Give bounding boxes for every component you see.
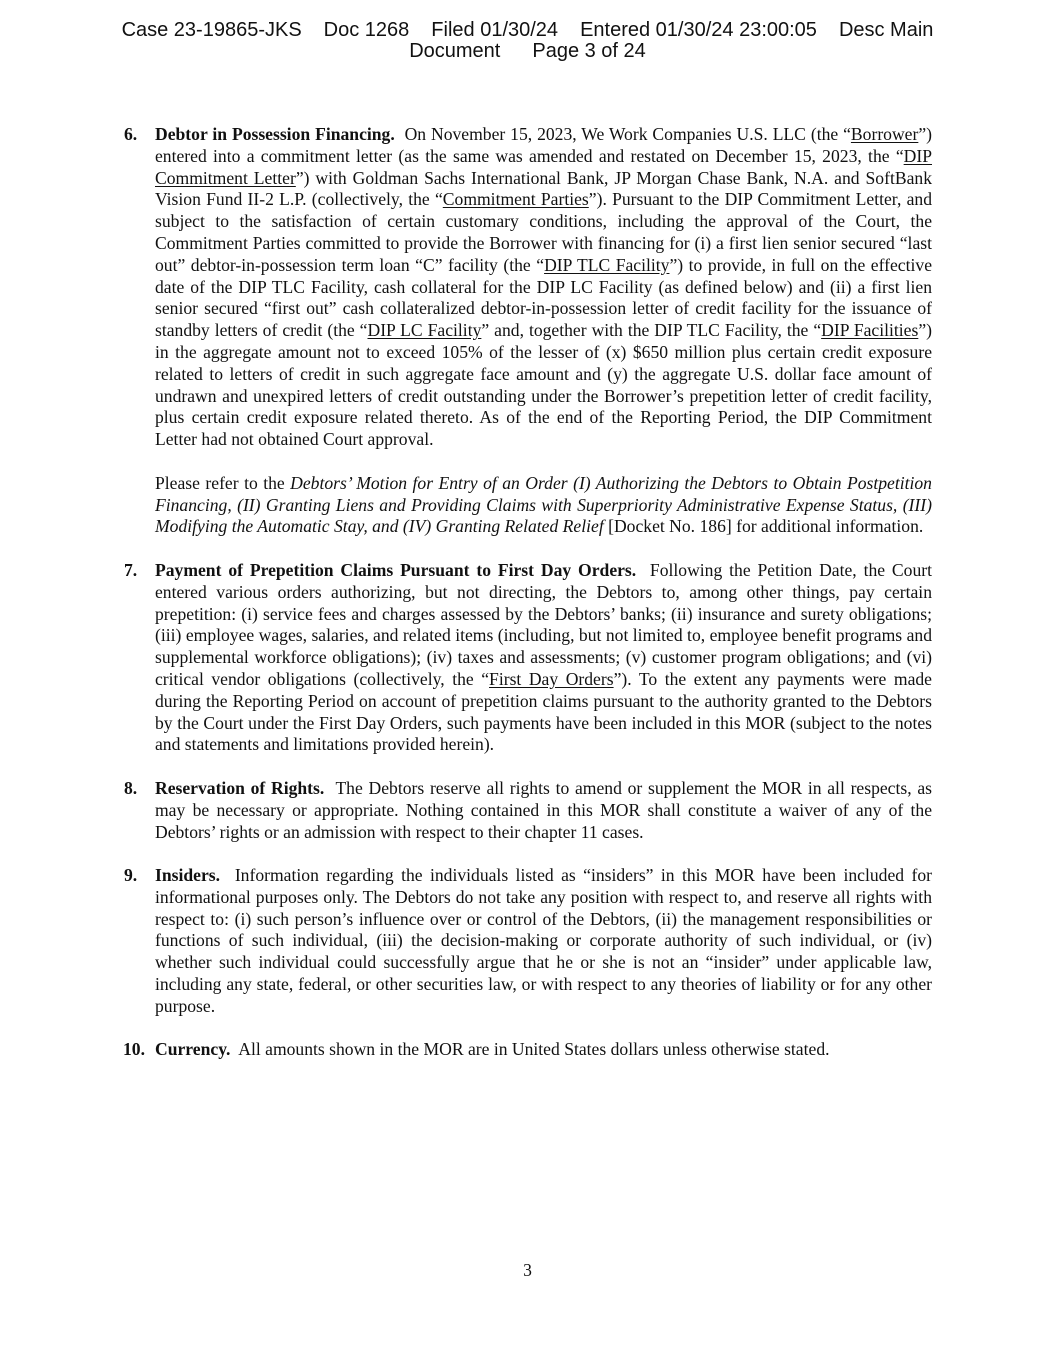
case-number: Case 23-19865-JKS	[121, 19, 302, 41]
section-7	[124, 560, 932, 756]
section-number: 10.	[123, 1039, 145, 1060]
section-heading: Payment of Prepetition Claims Pursuant to First Day Orders.	[155, 559, 637, 580]
section-heading: Debtor in Possession Financing.	[155, 124, 395, 144]
motion-title: Debtors’ Motion for Entry of an Order (I) Authorizing the Debtors to Obtain Postpetition Financing, (II) Granting Liens and Providing Claims with Superpriority Administrative Expense Status, (III) Modifying the Automatic Stay, and (IV) Granting Related Relief	[155, 472, 932, 537]
filed-date: Filed 01/30/24	[431, 19, 559, 41]
document-label: Document	[409, 40, 501, 62]
desc-label: Desc Main	[838, 19, 934, 41]
defined-term-borrower: Borrower	[850, 124, 919, 144]
section-heading: Currency.	[155, 1039, 231, 1060]
defined-term-first-day-orders: First Day Orders	[489, 668, 614, 689]
section-6	[124, 124, 932, 538]
page-number: 3	[523, 1260, 532, 1280]
section-8	[124, 778, 932, 843]
section-number: 6.	[124, 124, 138, 144]
section-paragraph: Payment of Prepetition Claims Pursuant to First Day Orders. Following the Petition Date, the Court entered various orders authorizing, but not directing, the Debtors to, among other things, pay certain prepetition: (i) service fees and charges assessed by the Debtors’ banks; (ii) insurance and surety obligations; (iii) employee wages, salaries, and related items (including, but not limited to, employee benefit programs and supplemental workforce obligations); (iv) taxes and assessments; (v) customer program obligations; and (vi) critical vendor obligations (collectively, the “First Day Orders”). To the extent any payments were made during the Reporting Period on account of prepetition claims pursuant to the authority granted to the Debtors by the Court under the First Day Orders, such payments have been included in this MOR (subject to the notes and statements and limitations provided herein).	[155, 559, 933, 755]
entered-date: Entered 01/30/24 23:00:05	[580, 19, 817, 41]
defined-term-commitment-parties: Commitment Parties	[442, 189, 589, 210]
section-paragraph: Currency. All amounts shown in the MOR are in United States dollars unless otherwise stated.	[155, 1039, 830, 1060]
doc-number: Doc 1268	[323, 19, 410, 41]
section-paragraph: Debtor in Possession Financing. On November 15, 2023, We Work Companies U.S. LLC (the “Borrower”) entered into a commitment letter (as the same was amended and restated on December 15, 2023, the “DIP Commitment Letter”) with Goldman Sachs International Bank, JP Morgan Chase Bank, N.A. and SoftBank Vision Fund II-2 L.P. (collectively, the “Commitment Parties”). Pursuant to the DIP Commitment Letter, and subject to the satisfaction of certain customary conditions, including the approval of the Court, the Commitment Parties committed to provide the Borrower with financing for (i) a first lien senior secured “last out” debtor-in-possession term loan “C” facility (the “DIP TLC Facility”) to provide, in full on the effective date of the DIP TLC Facility, cash collateral for the DIP LC Facility (as defined below) and (ii) a first lien senior secured “first out” cash collateralized debtor-in-possession letter of credit facility for the issuance of standby letters of credit (the “DIP LC Facility” and, together with the DIP TLC Facility, the “DIP Facilities”) in the aggregate amount not to exceed 105% of the lesser of (x) $650 million plus certain credit exposure related to letters of credit in such aggregate face amount and (y) the aggregate U.S. dollar face amount of undrawn and unexpired letters of credit outstanding under the Borrower’s prepetition letter of credit facility, plus certain credit exposure related thereto. As of the end of the Reporting Period, the DIP Commitment Letter had not obtained Court approval.	[155, 124, 933, 450]
defined-term-dip-facilities: DIP Facilities	[821, 320, 919, 341]
filing-header	[0, 20, 1055, 62]
section-10	[124, 1039, 932, 1061]
section-number: 7.	[124, 559, 138, 580]
section-heading: Insiders.	[155, 865, 221, 886]
defined-term-dip-tlc-facility: DIP TLC Facility	[544, 254, 670, 275]
section-number: 9.	[124, 865, 138, 886]
section-paragraph: Insiders. Information regarding the individuals listed as “insiders” in this MOR have been included for informational purposes only. The Debtors do not take any position with respect to, and reserve all rights with respect to: (i) such person’s influence over or control of the Debtors, (ii) the management responsibilities or functions of such individual, (iii) the decision-making or corporate authority of such individual, or (iv) whether such individual could successfully argue that he or she is not an “insider” under applicable law, including any state, federal, or other securities law, or with respect to any theories of liability or for any other purpose.	[155, 865, 932, 1016]
section-paragraph: Reservation of Rights. The Debtors reserve all rights to amend or supplement the MOR in all respects, as may be necessary or appropriate. Nothing contained in this MOR shall constitute a waiver of any of the Debtors’ rights or an admission with respect to their chapter 11 cases.	[155, 777, 933, 842]
defined-term-dip-lc-facility: DIP LC Facility	[367, 320, 482, 341]
section-number: 8.	[124, 777, 138, 798]
defined-term-dip-commitment-letter: DIP Commitment Letter	[155, 145, 932, 188]
section-9	[124, 865, 932, 1018]
page-indicator: Page 3 of 24	[532, 40, 646, 62]
section-paragraph-reference: Please refer to the Debtors’ Motion for Entry of an Order (I) Authorizing the Debtors to Obtain Postpetition Financing, (II) Granting Liens and Providing Claims with Superpriority Administrative Expense Status, (III) Modifying the Automatic Stay, and (IV) Granting Related Relief [Docket No. 186] for additional information.	[155, 472, 932, 537]
section-heading: Reservation of Rights.	[155, 777, 325, 798]
document-body	[124, 124, 932, 1083]
